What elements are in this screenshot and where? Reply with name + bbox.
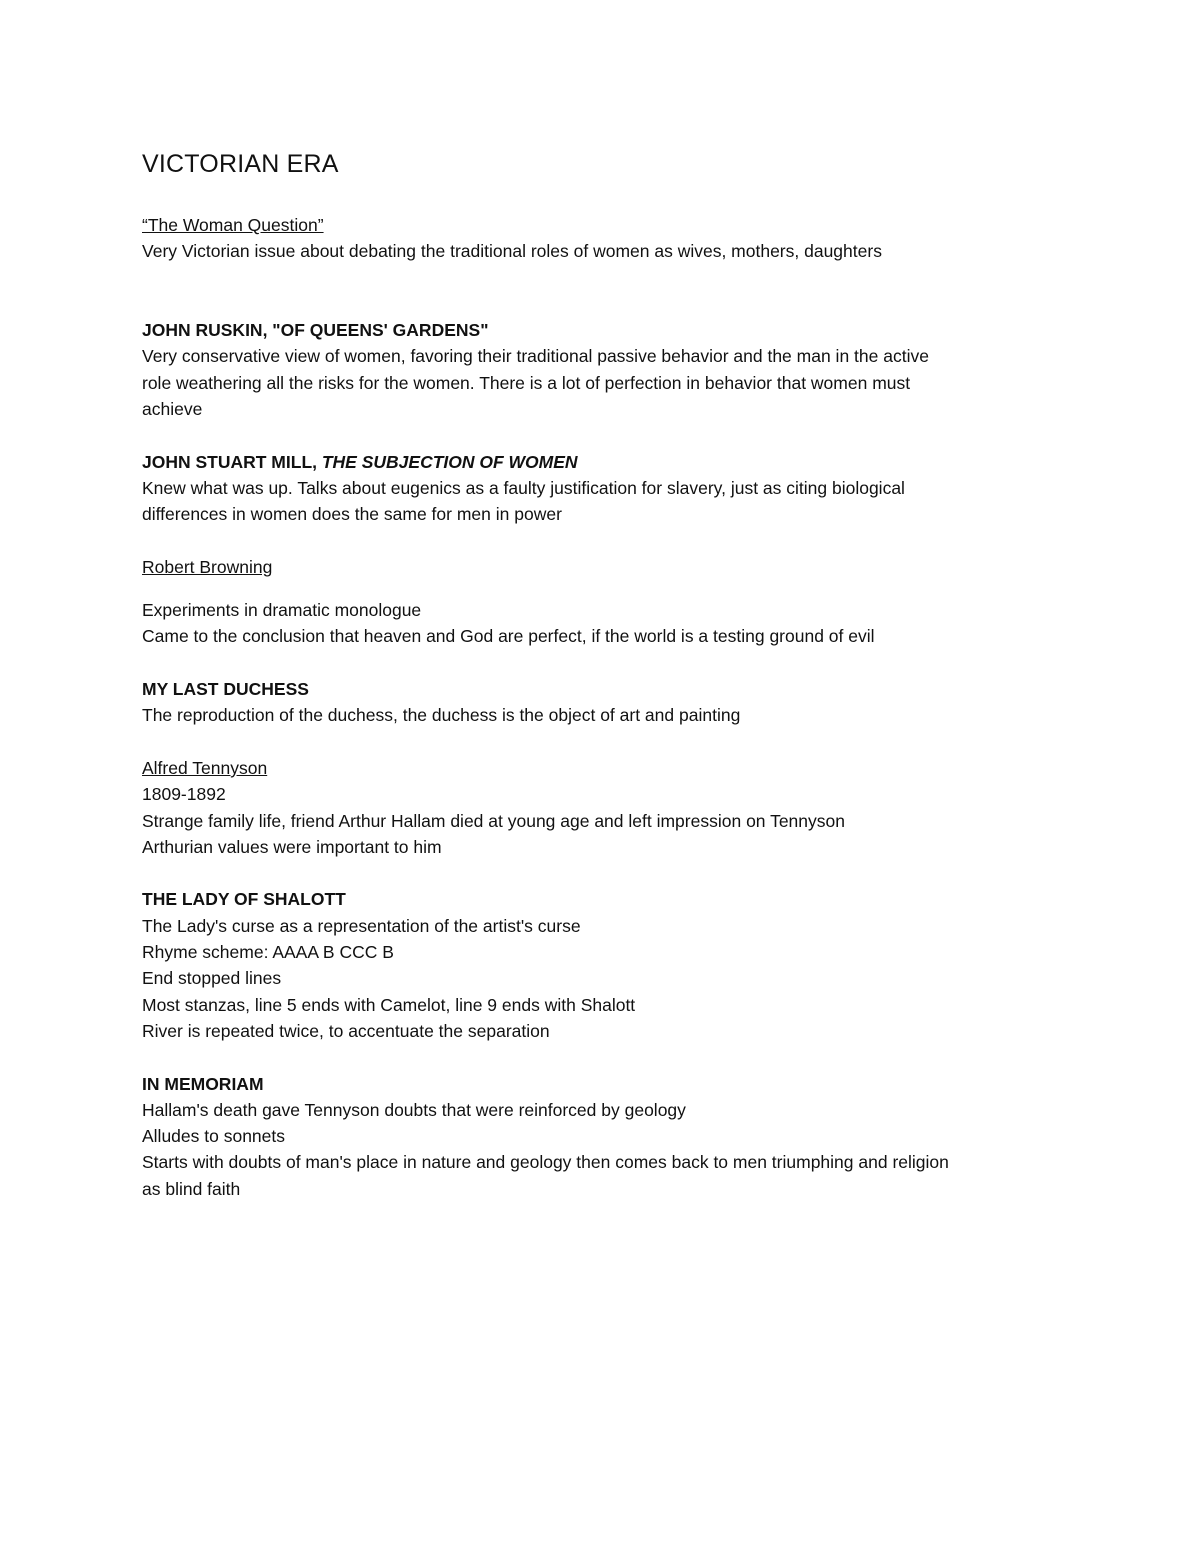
tennyson-line-1: 1809-1892 — [142, 784, 226, 805]
woman-question-text: Very Victorian issue about debating the traditional roles of women as wives, mothers, daughters — [142, 241, 882, 262]
last-duchess-heading: MY LAST DUCHESS — [142, 679, 309, 700]
tennyson-line-2: Strange family life, friend Arthur Hallam died at young age and left impression on Tennyson — [142, 810, 845, 831]
tennyson-line-3: Arthurian values were important to him — [142, 836, 442, 857]
ruskin-heading: JOHN RUSKIN, "OF QUEENS' GARDENS" — [142, 320, 489, 341]
tennyson-name: Alfred Tennyson — [142, 757, 268, 778]
mill-heading — [142, 449, 1072, 475]
section-memoriam — [142, 1071, 1072, 1202]
section-browning — [142, 554, 1072, 650]
memoriam-heading: IN MEMORIAM — [142, 1073, 264, 1094]
browning-line-1: Experiments in dramatic monologue — [142, 600, 422, 621]
shalott-line-1: The Lady's curse as a representation of the artist's curse — [142, 915, 581, 936]
shalott-line-4: Most stanzas, line 5 ends with Camelot, line 9 ends with Shalott — [142, 994, 636, 1015]
ruskin-line-3: achieve — [142, 399, 203, 420]
memoriam-line-2: Alludes to sonnets — [142, 1126, 286, 1147]
ruskin-line-2: role weathering all the risks for the women. There is a lot of perfection in behavior that women must — [142, 372, 911, 393]
mill-heading-work: THE SUBJECTION OF WOMEN — [321, 451, 578, 472]
section-woman-question — [142, 212, 1072, 265]
shalott-line-3: End stopped lines — [142, 968, 282, 989]
memoriam-line-4: as blind faith — [142, 1178, 241, 1199]
section-ruskin — [142, 317, 1072, 422]
memoriam-line-1: Hallam's death gave Tennyson doubts that were reinforced by geology — [142, 1099, 686, 1120]
browning-line-2: Came to the conclusion that heaven and God are perfect, if the world is a testing ground of evil — [142, 626, 875, 647]
memoriam-line-3: Starts with doubts of man's place in nature and geology then comes back to men triumphing and religion — [142, 1152, 949, 1173]
page-title: VICTORIAN ERA — [142, 150, 339, 178]
shalott-heading: THE LADY OF SHALOTT — [142, 889, 346, 910]
mill-heading-author: JOHN STUART MILL, — [142, 451, 322, 472]
browning-name: Robert Browning — [142, 556, 273, 577]
ruskin-line-1: Very conservative view of women, favoring their traditional passive behavior and the man in the active — [142, 346, 929, 367]
mill-line-1: Knew what was up. Talks about eugenics as a faulty justification for slavery, just as citing biological — [142, 477, 905, 498]
document-page — [142, 148, 1072, 1202]
section-last-duchess — [142, 676, 1072, 729]
last-duchess-text: The reproduction of the duchess, the duchess is the object of art and painting — [142, 705, 741, 726]
section-shalott — [142, 886, 1072, 1044]
mill-line-2: differences in women does the same for men in power — [142, 504, 562, 525]
section-mill — [142, 449, 1072, 528]
woman-question-heading: “The Woman Question” — [142, 215, 324, 235]
section-tennyson — [142, 755, 1072, 860]
shalott-line-5: River is repeated twice, to accentuate the separation — [142, 1020, 550, 1041]
shalott-line-2: Rhyme scheme: AAAA B CCC B — [142, 942, 394, 963]
